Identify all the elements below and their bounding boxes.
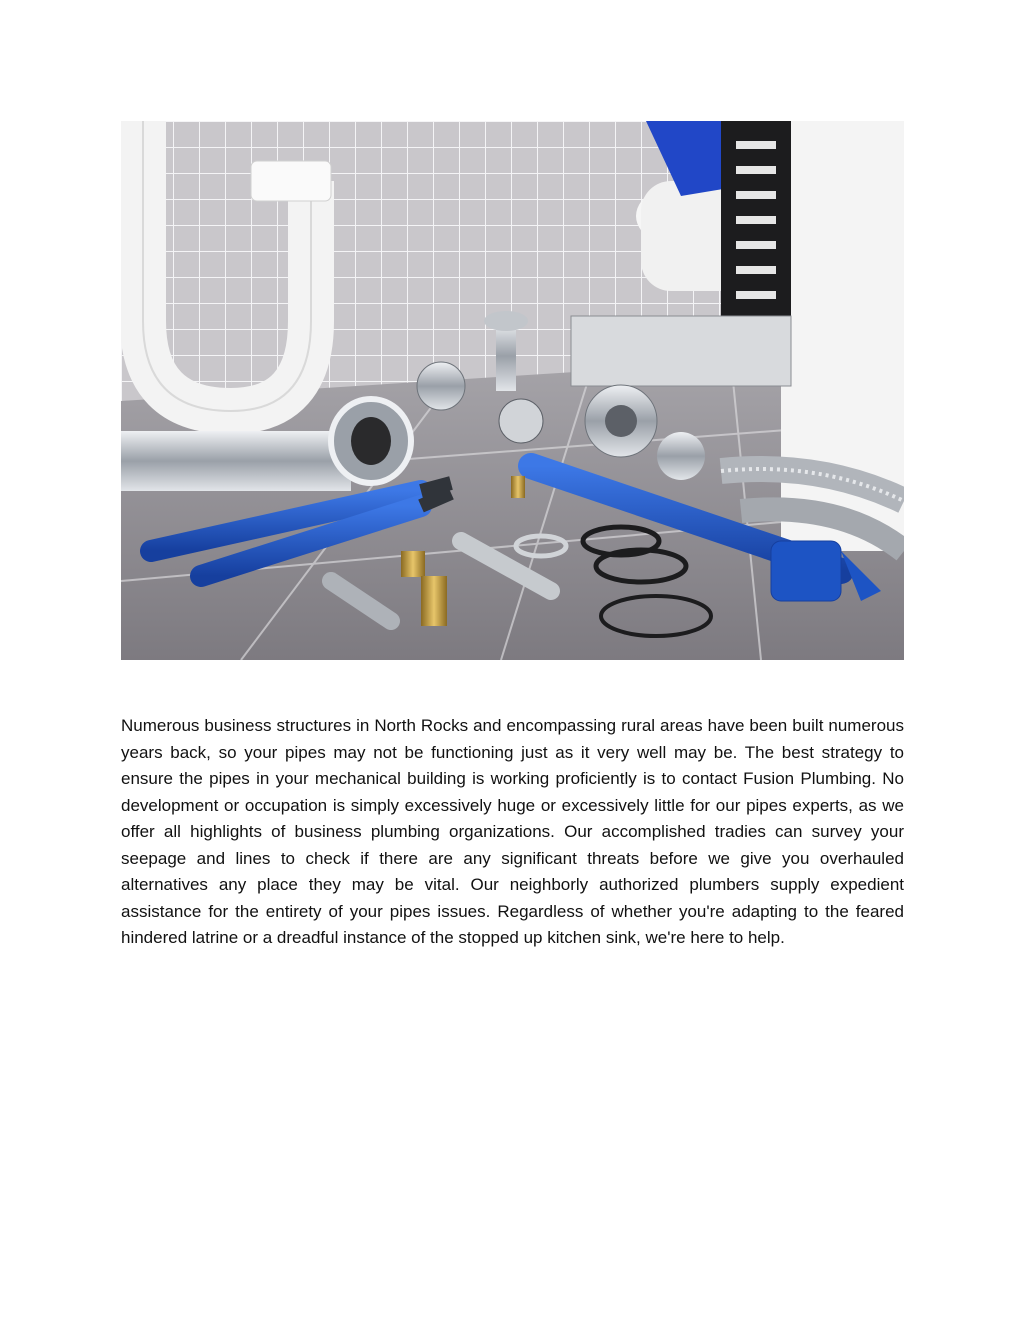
- body-paragraph: Numerous business structures in North Rocks and encompassing rural areas have been built numerous years back, so your pipes may not be functioning just as it very well may be. The best strategy to ensure the pipes in your mechanical building is working proficiently is to contact Fusion Plumbing. No development or occupation is simply excessively huge or excessively little for our pipes experts, as we offer all highlights of business plumbing organizations. Our accomplished tradies can survey your seepage and lines to check if there are any significant threats before we give you overhauled alternatives any place they may be vital. Our neighborly authorized plumbers supply expedient assistance for the entirety of your pipes issues. Regardless of whether you're adapting to the feared hindered latrine or a dreadful instance of the stopped up kitchen sink, we're here to help.: [121, 716, 904, 947]
- plumbing-tools-photo: [121, 121, 904, 660]
- plumbing-tools-illustration: [121, 121, 904, 660]
